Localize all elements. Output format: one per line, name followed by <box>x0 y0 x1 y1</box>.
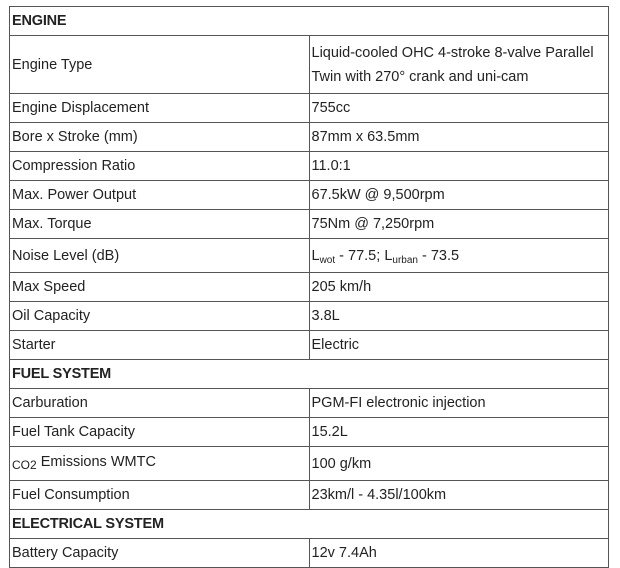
spec-label: Engine Displacement <box>10 94 310 123</box>
spec-label: Compression Ratio <box>10 152 310 181</box>
spec-value: 87mm x 63.5mm <box>309 123 609 152</box>
table-row <box>10 123 609 152</box>
spec-label: Max. Torque <box>10 210 310 239</box>
section-engine: ENGINE <box>10 7 609 36</box>
spec-label: Battery Capacity <box>10 539 310 568</box>
spec-label: Carburation <box>10 389 310 418</box>
spec-value: 755cc <box>309 94 609 123</box>
specifications-table <box>9 6 609 568</box>
spec-label-co2 <box>10 447 310 481</box>
table-row <box>10 418 609 447</box>
spec-value-noise <box>309 239 609 273</box>
noise-subscript: urban <box>392 254 418 266</box>
table-row <box>10 36 609 94</box>
table-row <box>10 302 609 331</box>
spec-value: Liquid-cooled OHC 4-stroke 8-valve Parallel Twin with 270° crank and uni-cam <box>309 36 609 94</box>
table-row <box>10 210 609 239</box>
spec-value: 75Nm @ 7,250rpm <box>309 210 609 239</box>
noise-value: - 77.5; <box>335 247 385 264</box>
spec-label-text: Emissions WMTC <box>36 454 156 470</box>
spec-value: 23km/l - 4.35l/100km <box>309 481 609 510</box>
noise-symbol: L <box>384 247 393 264</box>
spec-label: Oil Capacity <box>10 302 310 331</box>
table-row <box>10 481 609 510</box>
section-header-row <box>10 7 609 36</box>
spec-value: 3.8L <box>309 302 609 331</box>
spec-value: 100 g/km <box>309 447 609 481</box>
spec-label: Engine Type <box>10 36 310 94</box>
spec-value: 15.2L <box>309 418 609 447</box>
co2-symbol: CO2 <box>12 458 37 472</box>
section-electrical-system: ELECTRICAL SYSTEM <box>10 510 609 539</box>
table-row <box>10 447 609 481</box>
spec-value: 205 km/h <box>309 273 609 302</box>
noise-symbol: L <box>311 247 320 264</box>
spec-label: Max. Power Output <box>10 181 310 210</box>
spec-label: Starter <box>10 331 310 360</box>
section-header-row <box>10 360 609 389</box>
spec-value: 11.0:1 <box>309 152 609 181</box>
table-row <box>10 331 609 360</box>
table-row <box>10 273 609 302</box>
section-header-row <box>10 510 609 539</box>
spec-label: Fuel Tank Capacity <box>10 418 310 447</box>
spec-value: Electric <box>309 331 609 360</box>
table-row <box>10 389 609 418</box>
noise-subscript: wot <box>319 254 336 266</box>
table-row <box>10 181 609 210</box>
section-fuel-system: FUEL SYSTEM <box>10 360 609 389</box>
table-row <box>10 94 609 123</box>
spec-label: Fuel Consumption <box>10 481 310 510</box>
spec-label: Noise Level (dB) <box>10 239 310 273</box>
noise-value: - 73.5 <box>417 247 460 264</box>
spec-value: PGM-FI electronic injection <box>309 389 609 418</box>
spec-label: Max Speed <box>10 273 310 302</box>
table-row <box>10 152 609 181</box>
table-row <box>10 239 609 273</box>
spec-value: 67.5kW @ 9,500rpm <box>309 181 609 210</box>
spec-label: Bore x Stroke (mm) <box>10 123 310 152</box>
spec-value: 12v 7.4Ah <box>309 539 609 568</box>
table-row <box>10 539 609 568</box>
